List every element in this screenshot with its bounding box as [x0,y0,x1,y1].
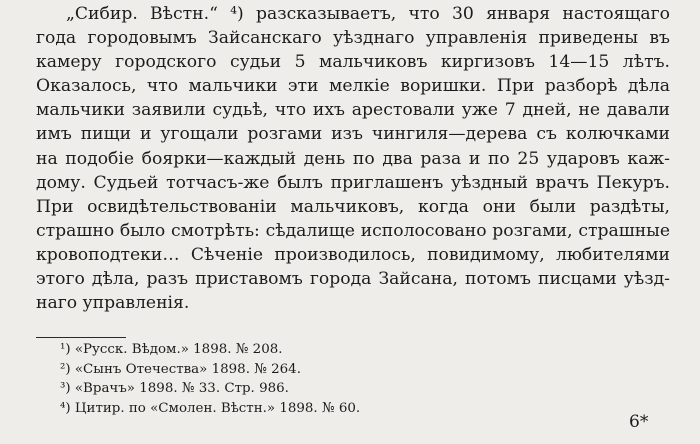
main-paragraph [36,2,670,315]
footnote-3: ³) «Врачъ» 1898. № 33. Стр. 986. [60,381,289,396]
footnotes [60,340,360,418]
text-line: имъ пищи и угощали розгами изъ чингиля—дерева съ колючками [36,124,670,145]
footnote-divider [36,337,126,338]
text-line: кровоподтеки… Сѣченіе производилось, повидимому, любителями [36,244,670,265]
text-line: мальчики заявили судьѣ, что ихъ арестовали уже 7 дней, не давали [36,100,670,121]
page-number: 6* [629,412,649,432]
text-line: камеру городского судьи 5 мальчиковъ киргизовъ 14—15 лѣтъ. [36,52,670,73]
text-line: года городовымъ Зайсанскаго уѣзднаго управленія приведены въ [36,28,670,49]
text-line: на подобіе боярки—каждый день по два раза и по 25 ударовъ каж- [36,148,670,169]
text-line: наго управленія. [36,293,190,314]
footnote-1: ¹) «Русск. Вѣдом.» 1898. № 208. [60,342,283,357]
text-line: Оказалось, что мальчики эти мелкіе воришки. При разборѣ дѣла [36,76,670,97]
text-line: страшно было смотрѣть: сѣдалище исполосовано розгами, страшные [36,220,670,241]
footnote-4: ⁴) Цитир. по «Смолен. Вѣстн.» 1898. № 60. [60,400,361,416]
footnote-2: ²) «Сынъ Отечества» 1898. № 264. [60,361,301,377]
text-line: этого дѣла, разъ приставомъ города Зайсана, потомъ писцами уѣзд- [36,269,670,290]
text-line: При освидѣтельствованіи мальчиковъ, когда они были раздѣты, [36,196,670,217]
text-line: дому. Судьей тотчасъ-же былъ приглашенъ уѣздный врачъ Пекуръ. [36,172,670,193]
text-line: „Сибир. Вѣстн.“ ⁴) разсказываетъ, что 30 января настоящаго [66,4,670,24]
